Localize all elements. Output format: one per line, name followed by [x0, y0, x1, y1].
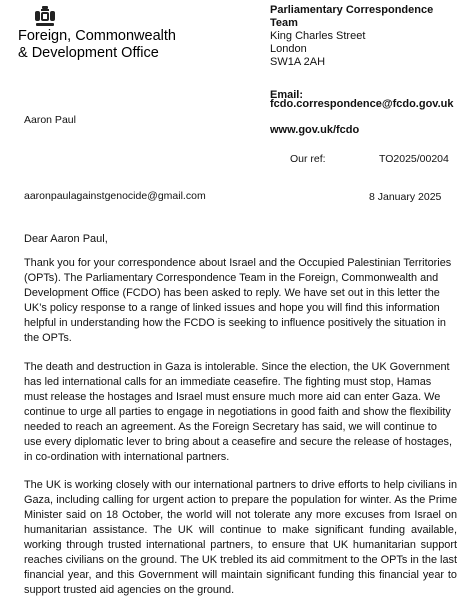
city: London — [270, 43, 307, 55]
salutation: Dear Aaron Paul, — [24, 233, 108, 245]
letter-body-paragraph-3 — [24, 478, 457, 598]
website-link[interactable]: www.gov.uk/fcdo — [270, 124, 360, 136]
team-name-line-1: Parliamentary Correspondence — [270, 4, 434, 16]
street: King Charles Street — [270, 30, 366, 42]
paragraph-text: Thank you for your correspondence about Israel and the Occupied Palestinian Territories (OPTs). The Parliamentary Correspondence Team in the Foreign, Commonwealth and Development Office (FCDO) has been asked to reply. We have set out in this letter the UK’s policy response to a range of linked issues and hope you will find this information helpful in understanding how the FCDO is seeking to influence positively the situation in the OPTs. — [24, 257, 452, 344]
letter-body-paragraph-2 — [24, 360, 457, 465]
royal-crest-icon — [33, 5, 57, 28]
sender-address — [270, 4, 433, 69]
reference-label: Our ref: — [290, 153, 326, 165]
letter-body-paragraph-1 — [24, 256, 457, 346]
paragraph-text: The UK is working closely with our international partners to drive efforts to help civilians in Gaza, including calling for urgent action to prepare the population for winter. As the Prime Minister said on 18 October, the world will not tolerate any more excuses from Israel on humanitarian assistance. The UK will continue to make significant funding available, working through trusted international partners, to ensure that UK humanitarian support reaches civilians on the ground. The UK trebled its aid commitment to the OPTs in the last financial year, and this Government will maintain significant funding this financial year to support trusted aid agencies on the ground. — [24, 479, 457, 596]
sender-email-link[interactable]: fcdo.correspondence@fcdo.gov.uk — [270, 98, 454, 110]
postcode: SW1A 2AH — [270, 56, 326, 68]
department-line-1: Foreign, Commonwealth — [18, 28, 176, 44]
recipient-email: aaronpaulagainstgenocide@gmail.com — [24, 190, 206, 202]
reference-number: TO2025/00204 — [379, 153, 449, 165]
team-name-line-2: Team — [270, 17, 298, 29]
recipient-name: Aaron Paul — [24, 114, 76, 126]
paragraph-text: The death and destruction in Gaza is intolerable. Since the election, the UK Government has led international calls for an immediate ceasefire. The fighting must stop, Hamas must release the hostages and Israel must ensure much more aid can enter Gaza. We continue to urge all parties to engage in negotiations in good faith and show the flexibility needed to reach an agreement. As the Foreign Secretary has said, we will continue to use every diplomatic lever to bring about a ceasefire and secure the release of hostages, in co-ordination with international partners. — [24, 361, 453, 463]
department-line-2: & Development Office — [18, 45, 159, 61]
department-name — [18, 28, 176, 62]
letter-date: 8 January 2025 — [369, 191, 442, 203]
email-label: Email: — [270, 89, 304, 101]
